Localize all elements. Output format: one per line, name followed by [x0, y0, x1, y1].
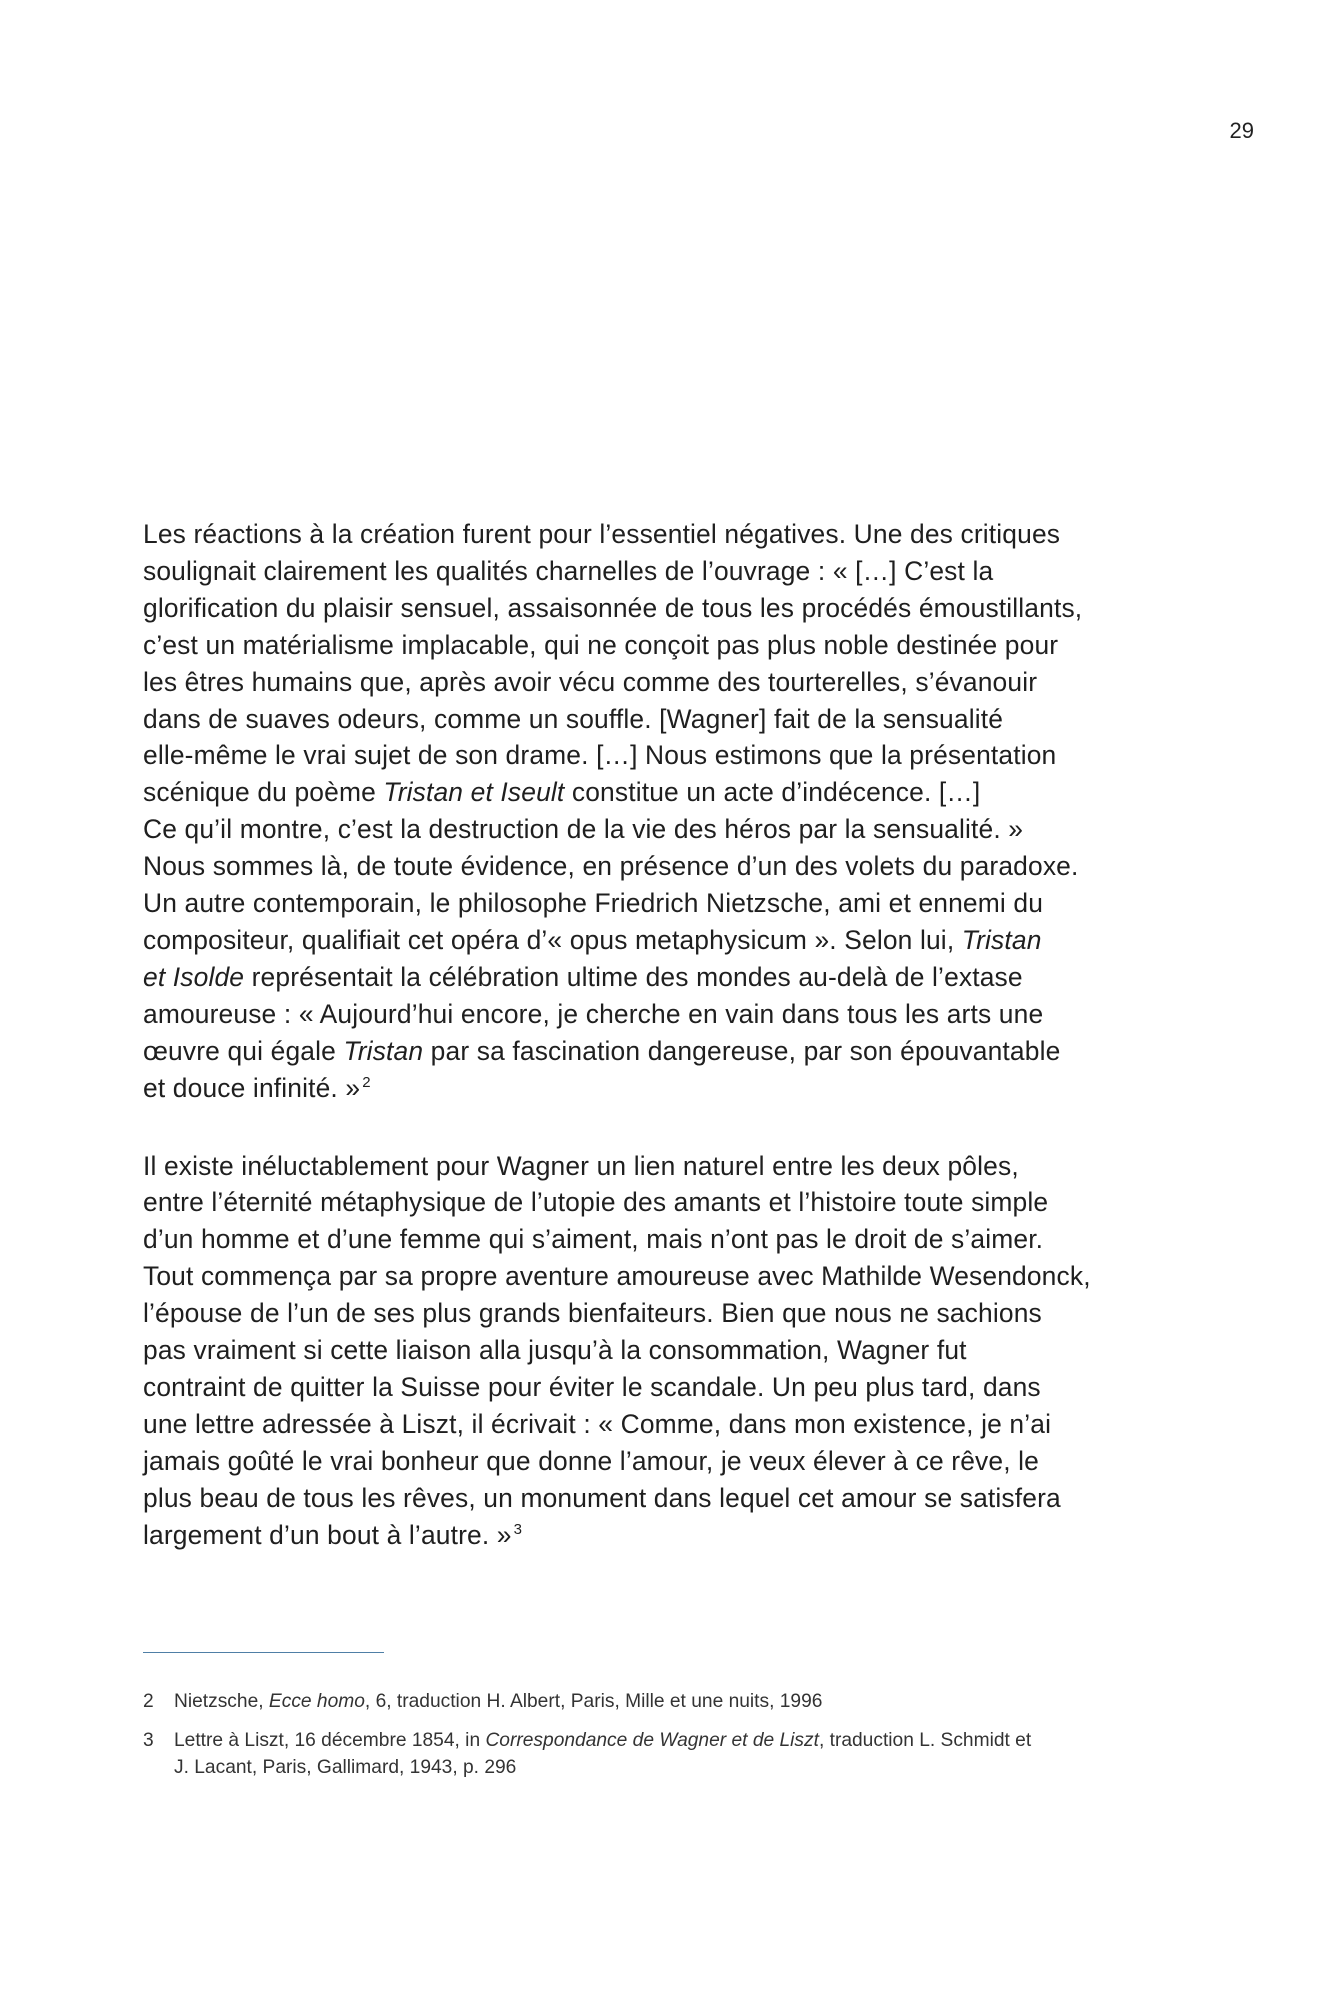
text-run: représentait la célébration ultime des mondes au-delà de l’extase — [244, 961, 1023, 992]
paragraph-2 — [143, 1148, 1198, 1559]
footnotes — [143, 1688, 1198, 1793]
text-line — [143, 1517, 1198, 1559]
text-run: par sa fascination dangereuse, par son épouvantable — [423, 1035, 1061, 1066]
text-run: Un autre contemporain, le philosophe Friedrich Nietzsche, ami et ennemi du — [143, 888, 1044, 919]
text-line: pas vraiment si cette liaison alla jusqu’à la consommation, Wagner fut — [143, 1335, 967, 1366]
text-run: constitue un acte d’indécence. […] — [564, 777, 981, 808]
italic-title: Tristan et Iseult — [383, 777, 565, 808]
text-line — [143, 1033, 1198, 1070]
footnote-number: 3 — [143, 1730, 154, 1751]
text-line — [143, 959, 1198, 996]
paragraph-1 — [143, 516, 1198, 1112]
footnote-text: J. Lacant, Paris, Gallimard, 1943, p. 296 — [174, 1757, 517, 1778]
text-run: amoureuse : « Aujourd’hui encore, je cherche en vain dans tous les arts une — [143, 998, 1044, 1029]
text-line — [143, 737, 1198, 774]
text-line — [143, 627, 1198, 664]
text-run: scénique du poème — [143, 777, 384, 808]
text-line — [143, 996, 1198, 1033]
text-line: jamais goûté le vrai bonheur que donne l’amour, je veux élever à ce rêve, le — [143, 1445, 1040, 1476]
text-line — [143, 701, 1198, 738]
footnote-text: , 6, traduction H. Albert, Paris, Mille et une nuits, 1996 — [364, 1691, 823, 1712]
text-run: Nous sommes là, de toute évidence, en présence d’un des volets du paradoxe. — [143, 851, 1079, 882]
text-line — [143, 811, 1198, 848]
footnote-divider — [143, 1652, 384, 1653]
text-line: l’épouse de l’un de ses plus grands bienfaiteurs. Bien que nous ne sachions — [143, 1298, 1042, 1329]
text-run: compositeur, qualifiait cet opéra d’« opus metaphysicum ». Selon lui, — [143, 924, 962, 955]
footnote-ref-2[interactable]: 2 — [362, 1073, 371, 1091]
text-line: plus beau de tous les rêves, un monument dans lequel cet amour se satisfera — [143, 1482, 1061, 1513]
footnote-ref-3[interactable]: 3 — [513, 1520, 523, 1538]
text-run: et douce infinité. » — [143, 1072, 361, 1103]
footnote-2 — [143, 1688, 1198, 1715]
text-line — [143, 885, 1198, 922]
italic-title: Tristan — [961, 924, 1042, 955]
text-run: œuvre qui égale — [143, 1035, 344, 1066]
text-line: une lettre adressée à Liszt, il écrivait : « Comme, dans mon existence, je n’ai — [143, 1408, 1052, 1439]
text-line — [143, 1070, 1198, 1112]
text-line — [143, 553, 1198, 590]
footnote-italic-title: Ecce homo — [268, 1691, 365, 1712]
text-line: contraint de quitter la Suisse pour éviter le scandale. Un peu plus tard, dans — [143, 1371, 1041, 1402]
text-line — [143, 848, 1198, 885]
footnote-text: , traduction L. Schmidt et — [818, 1730, 1032, 1751]
footnote-3 — [143, 1727, 1198, 1781]
text-run: les êtres humains que, après avoir vécu comme des tourterelles, s’évanouir — [143, 666, 1038, 697]
text-line: Tout commença par sa propre aventure amoureuse avec Mathilde Wesendonck, — [143, 1261, 1091, 1292]
text-run: c’est un matérialisme implacable, qui ne conçoit pas plus noble destinée pour — [143, 629, 1059, 660]
footnote-text: Lettre à Liszt, 16 décembre 1854, in — [174, 1730, 486, 1751]
text-line — [143, 922, 1198, 959]
text-run: Les réactions à la création furent pour l’essentiel négatives. Une des critiques — [143, 519, 1061, 549]
text-line — [143, 664, 1198, 701]
footnote-number: 2 — [143, 1691, 154, 1712]
text-line: d’un homme et d’une femme qui s’aiment, mais n’ont pas le droit de s’aimer. — [143, 1224, 1044, 1255]
text-run: dans de suaves odeurs, comme un souffle. [Wagner] fait de la sensualité — [143, 703, 1004, 734]
text-run: elle-même le vrai sujet de son drame. […] Nous estimons que la présentation — [143, 740, 1057, 771]
text-run: largement d’un bout à l’autre. » — [143, 1519, 512, 1550]
body-text — [143, 516, 1198, 1558]
italic-title: Tristan — [343, 1035, 424, 1066]
footnote-italic-title: Correspondance de Wagner et de Liszt — [485, 1730, 819, 1751]
text-line — [143, 516, 1198, 553]
page-number: 29 — [1229, 118, 1254, 143]
footnote-text: Nietzsche, — [174, 1691, 269, 1712]
text-line — [143, 774, 1198, 811]
text-run: soulignait clairement les qualités charnelles de l’ouvrage : « […] C’est la — [143, 555, 994, 586]
text-run: glorification du plaisir sensuel, assaisonnée de tous les procédés émoustillants, — [143, 592, 1083, 623]
italic-title: et Isolde — [143, 961, 245, 992]
text-line — [143, 590, 1198, 627]
text-run: Ce qu’il montre, c’est la destruction de la vie des héros par la sensualité. » — [143, 814, 1024, 845]
text-line: entre l’éternité métaphysique de l’utopie des amants et l’histoire toute simple — [143, 1187, 1049, 1218]
text-line: Il existe inéluctablement pour Wagner un lien naturel entre les deux pôles, — [143, 1150, 1019, 1181]
